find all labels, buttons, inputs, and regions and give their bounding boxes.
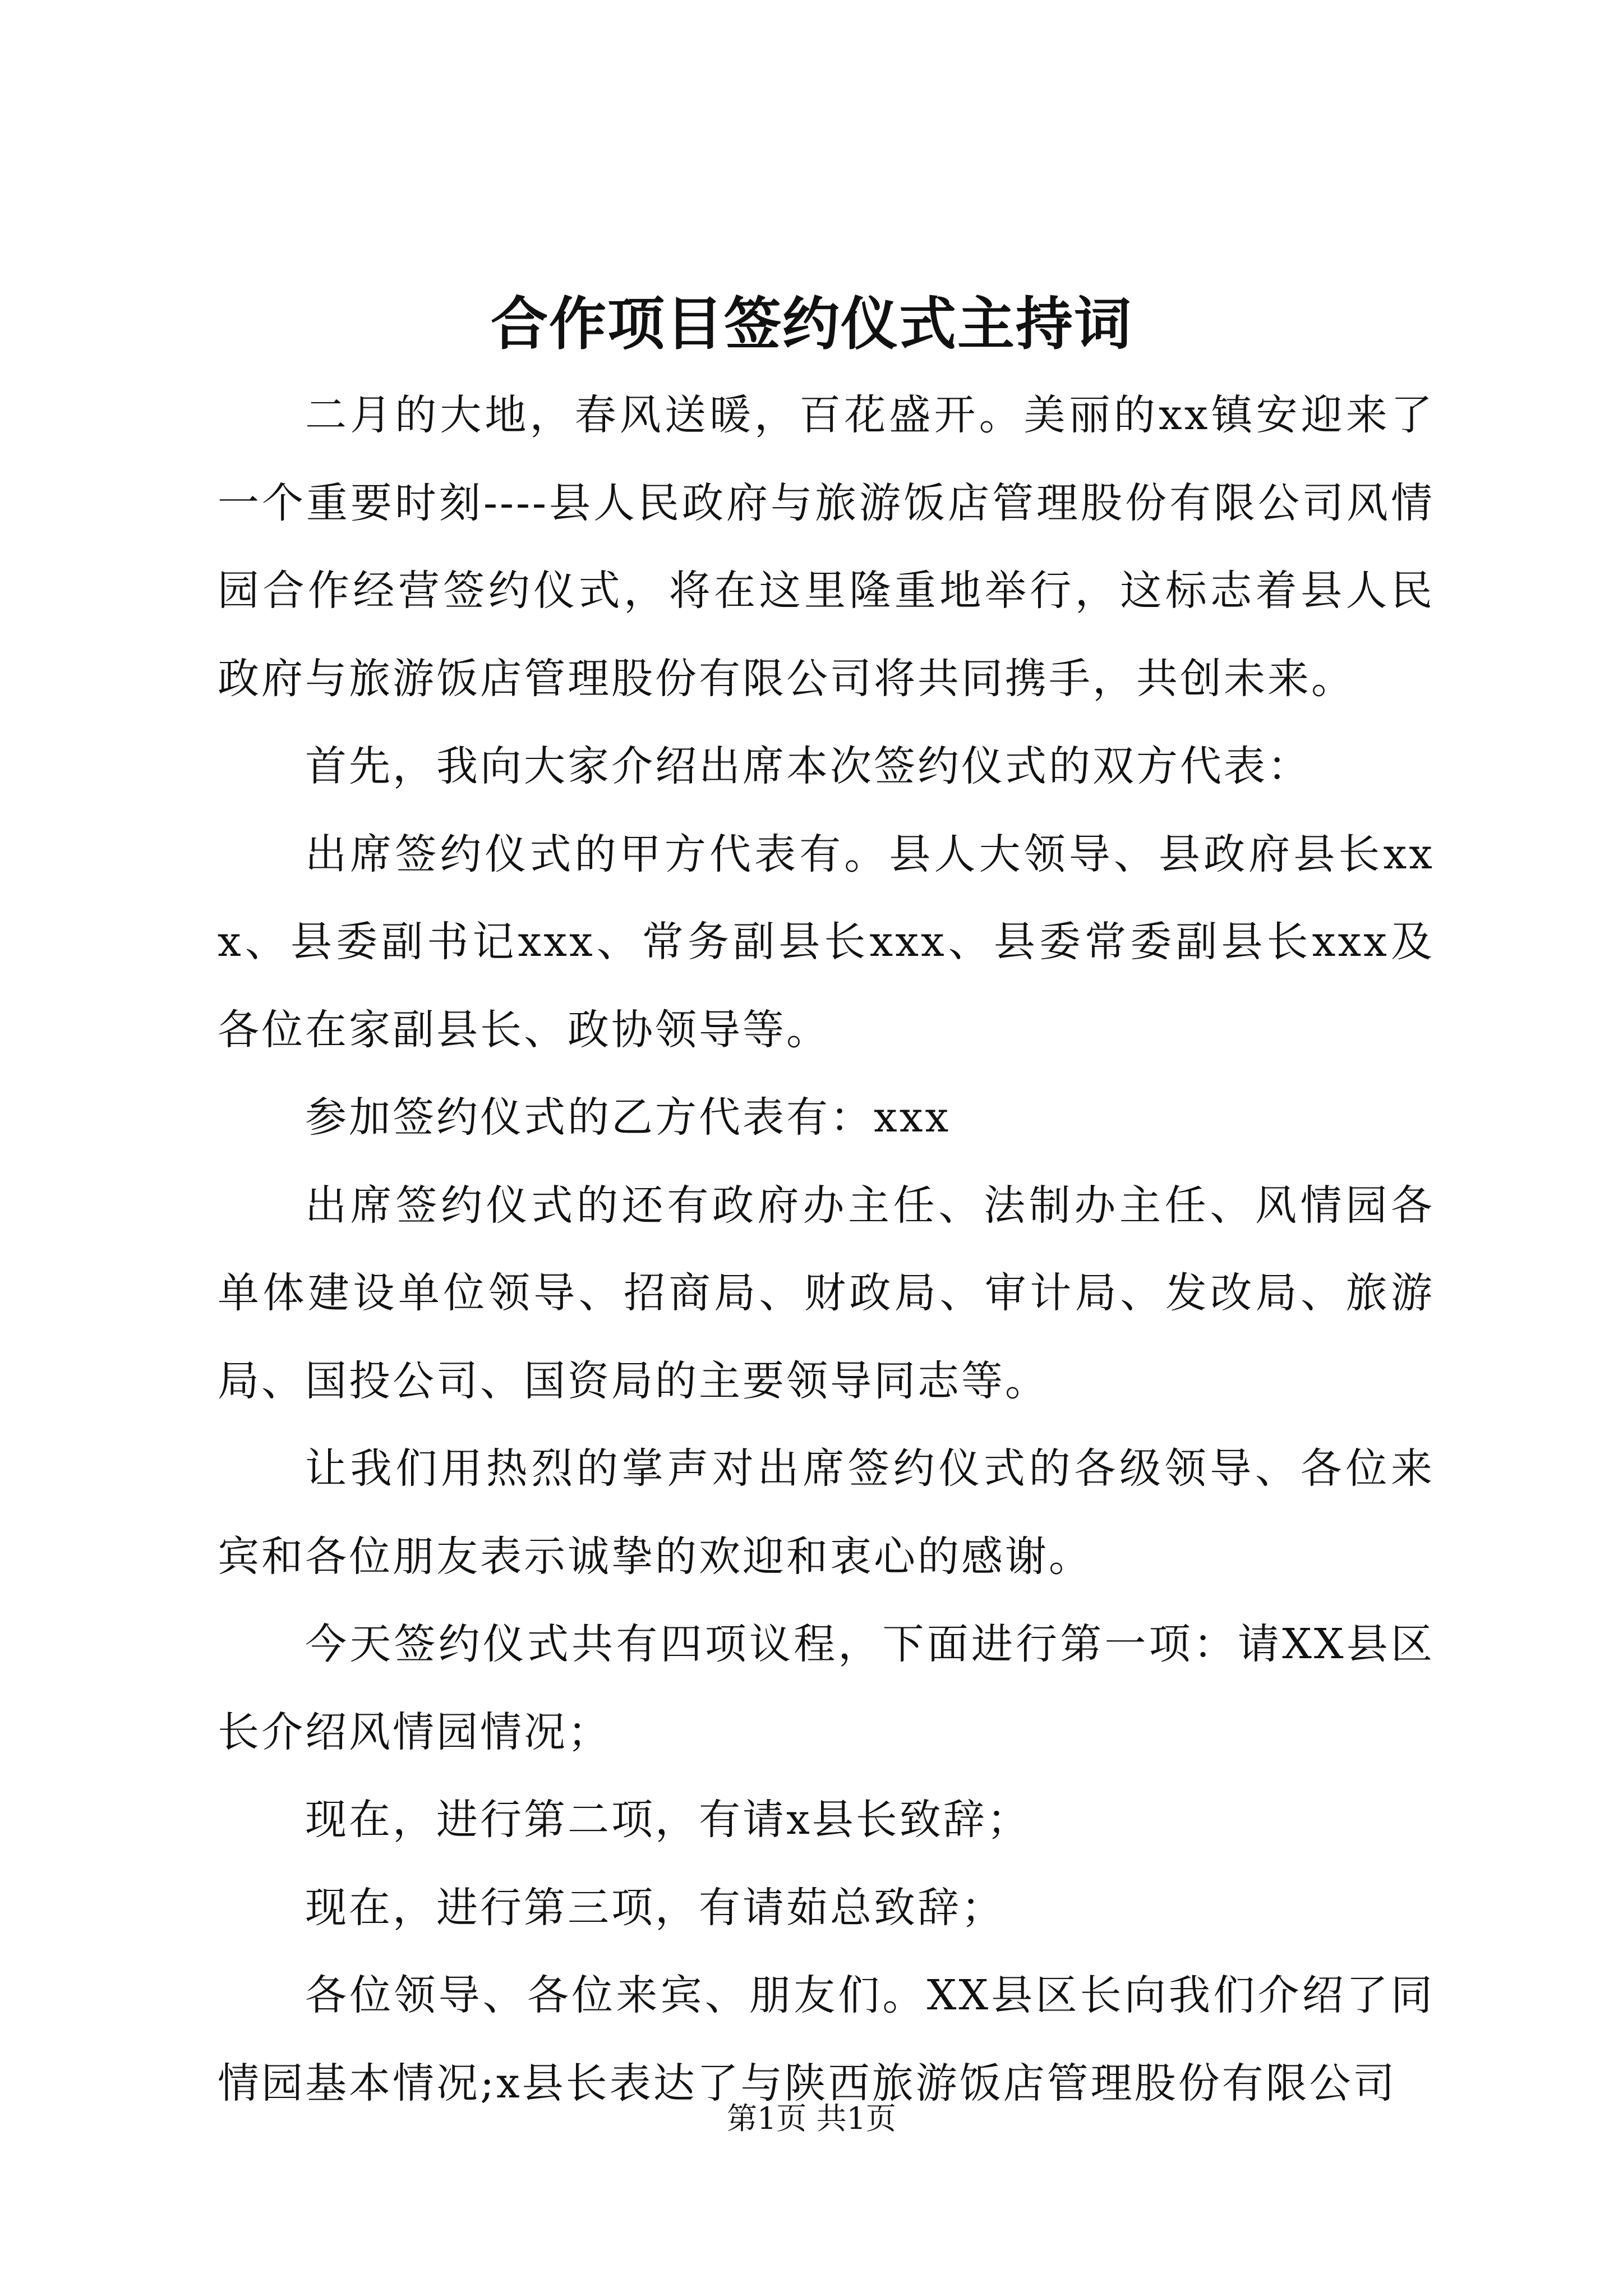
paragraph-opening: 二月的大地，春风送暖，百花盛开。美丽的xx镇安迎来了一个重要时刻----县人民政府与旅游饭店管理股份有限公司风情园合作经营签约仪式，将在这里隆重地举行，这标志着县人民政府与旅游饭店管理股份有限公司将共同携手，共创未来。 (218, 391, 1435, 703)
page-number-footer: 第1页 共1页 (727, 2101, 896, 2136)
paragraph-party-a: 出席签约仪式的甲方代表有。县人大领导、县政府县长xxx、县委副书记xxx、常务副县长xxx、县委常委副县长xxx及各位在家副县长、政协领导等。 (218, 830, 1435, 1054)
document-title: 合作项目签约仪式主持词 (491, 291, 1132, 358)
paragraph-agenda-item-1: 今天签约仪式共有四项议程，下面进行第一项：请XX县区长介绍风情园情况； (218, 1620, 1435, 1756)
paragraph-welcome: 让我们用热烈的掌声对出席签约仪式的各级领导、各位来宾和各位朋友表示诚挚的欢迎和衷心的感谢。 (218, 1444, 1435, 1581)
paragraph-party-b: 参加签约仪式的乙方代表有：xxx (305, 1093, 951, 1142)
paragraph-summary: 各位领导、各位来宾、朋友们。XX县区长向我们介绍了同情园基本情况;x县长表达了与陕西旅游饭店管理股份有限公司 (218, 1971, 1435, 2108)
document-body (218, 371, 1435, 2127)
paragraph-introduction: 首先，我向大家介绍出席本次签约仪式的双方代表： (305, 742, 1311, 790)
paragraph-agenda-item-2: 现在，进行第二项，有请x县长致辞； (305, 1796, 1031, 1844)
paragraph-agenda-item-3: 现在，进行第三项，有请茹总致辞； (305, 1883, 1005, 1932)
paragraph-other-attendees: 出席签约仪式的还有政府办主任、法制办主任、风情园各单体建设单位领导、招商局、财政局、审计局、发改局、旅游局、国投公司、国资局的主要领导同志等。 (218, 1181, 1435, 1405)
